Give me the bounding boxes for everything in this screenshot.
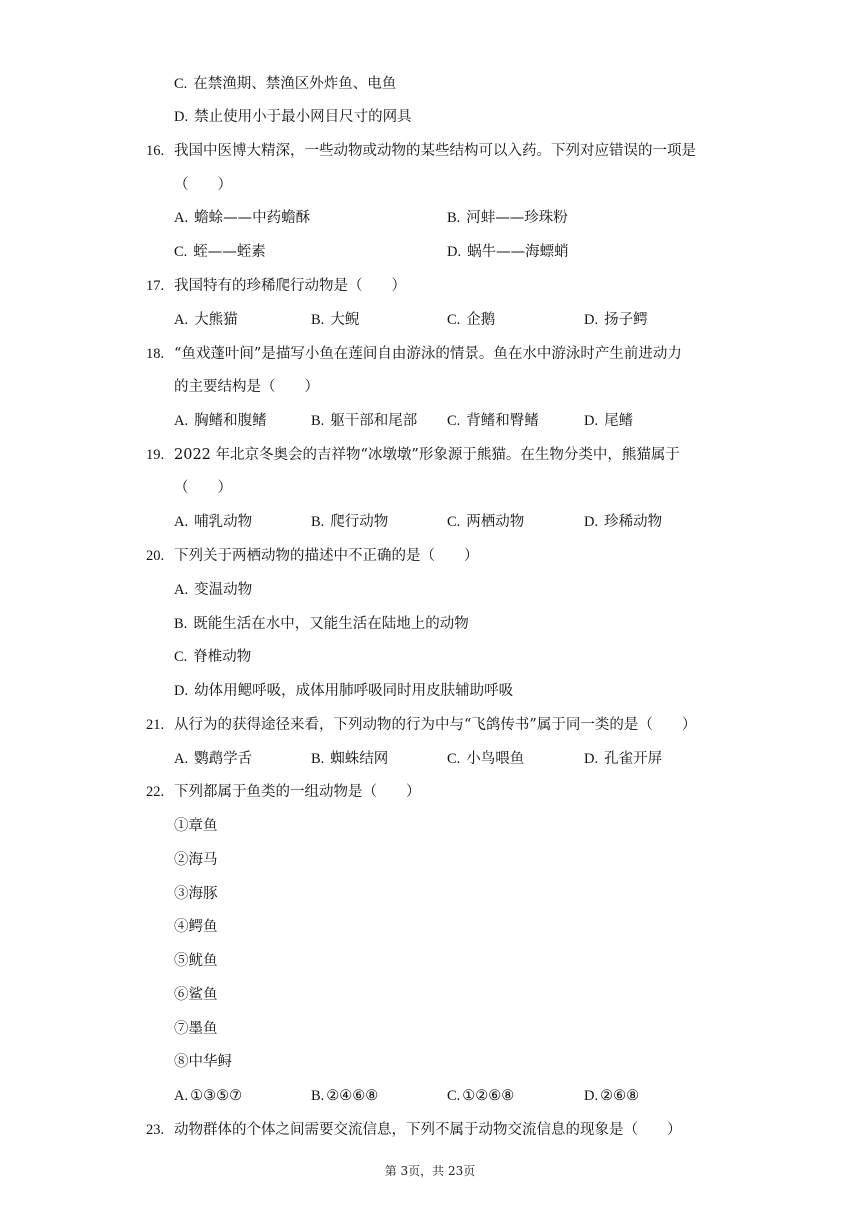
option-b: B. 躯干部和尾部	[311, 413, 418, 429]
option-d: D. 蜗牛——海螵蛸	[447, 244, 569, 260]
question-stem: 2022 年北京冬奥会的吉祥物“冰墩墩”形象源于熊猫。在生物分类中，熊猫属于	[174, 447, 680, 463]
question-number: 16.	[146, 143, 165, 159]
question-stem-continued: 的主要结构是（ ）	[174, 379, 319, 395]
option-d: D. 扬子鳄	[584, 312, 648, 328]
option-a: A. 变温动物	[174, 582, 253, 598]
question-number: 20.	[146, 548, 165, 564]
list-item: ①章鱼	[174, 818, 218, 834]
option-a: A. 哺乳动物	[174, 514, 253, 530]
option-c: C. 背鳍和臀鳍	[447, 413, 539, 429]
page-footer: 第 3页，共 23页	[384, 1164, 476, 1178]
question-number: 23.	[146, 1122, 165, 1138]
list-item: ③海豚	[174, 886, 218, 902]
option-c: C. ①②⑥⑧	[447, 1088, 515, 1104]
option-b: B. ②④⑥⑧	[311, 1088, 379, 1104]
option-a: A. 胸鳍和腹鳍	[174, 413, 267, 429]
question-stem: 我国中医博大精深，一些动物或动物的某些结构可以入药。下列对应错误的一项是	[174, 143, 696, 159]
option-d: D. 尾鳍	[584, 413, 634, 429]
question-stem: 动物群体的个体之间需要交流信息，下列不属于动物交流信息的现象是（ ）	[174, 1122, 682, 1138]
list-item: ②海马	[174, 852, 218, 868]
option-a: A. ①③⑤⑦	[174, 1088, 243, 1104]
list-item: ⑥鲨鱼	[174, 987, 218, 1003]
option-c: C. 蛭——蛭素	[174, 244, 266, 260]
question-number: 19.	[146, 447, 165, 463]
option-a: A. 鹦鹉学舌	[174, 751, 253, 767]
question-stem: 我国特有的珍稀爬行动物是（ ）	[174, 278, 406, 294]
question-number: 17.	[146, 278, 165, 294]
answer-paren: （ ）	[174, 480, 232, 496]
option-c: C. 在禁渔期、禁渔区外炸鱼、电鱼	[174, 76, 397, 92]
list-item: ⑧中华鲟	[174, 1054, 232, 1070]
question-stem: “鱼戏蓬叶间”是描写小鱼在莲间自由游泳的情景。鱼在水中游泳时产生前进动力	[174, 346, 682, 362]
option-c: C. 两栖动物	[447, 514, 525, 530]
option-b: B. 既能生活在水中，又能生活在陆地上的动物	[174, 616, 469, 632]
question-stem: 下列都属于鱼类的一组动物是（ ）	[174, 784, 421, 800]
option-d: D. ②⑥⑧	[584, 1088, 640, 1104]
question-number: 18.	[146, 346, 165, 362]
option-b: B. 河蚌——珍珠粉	[447, 210, 568, 226]
answer-paren: （ ）	[174, 177, 232, 193]
option-c: C. 小鸟喂鱼	[447, 751, 525, 767]
option-c: C. 企鹅	[447, 312, 496, 328]
option-d: D. 禁止使用小于最小网目尺寸的网具	[174, 109, 412, 125]
question-stem: 下列关于两栖动物的描述中不正确的是（ ）	[174, 548, 479, 564]
list-item: ④鳄鱼	[174, 919, 218, 935]
question-number: 21.	[146, 717, 165, 733]
list-item: ⑦墨鱼	[174, 1021, 218, 1037]
question-number: 22.	[146, 784, 165, 800]
option-d: D. 幼体用鳃呼吸，成体用肺呼吸同时用皮肤辅助呼吸	[174, 683, 514, 699]
option-c: C. 脊椎动物	[174, 649, 252, 665]
option-a: A. 大熊猫	[174, 312, 238, 328]
list-item: ⑤鱿鱼	[174, 953, 218, 969]
question-stem: 从行为的获得途径来看，下列动物的行为中与“飞鸽传书”属于同一类的是（ ）	[174, 717, 697, 733]
option-b: B. 爬行动物	[311, 514, 389, 530]
option-b: B. 大鲵	[311, 312, 360, 328]
option-a: A. 蟾蜍——中药蟾酥	[174, 210, 311, 226]
option-d: D. 珍稀动物	[584, 514, 663, 530]
option-d: D. 孔雀开屏	[584, 751, 663, 767]
option-b: B. 蜘蛛结网	[311, 751, 389, 767]
